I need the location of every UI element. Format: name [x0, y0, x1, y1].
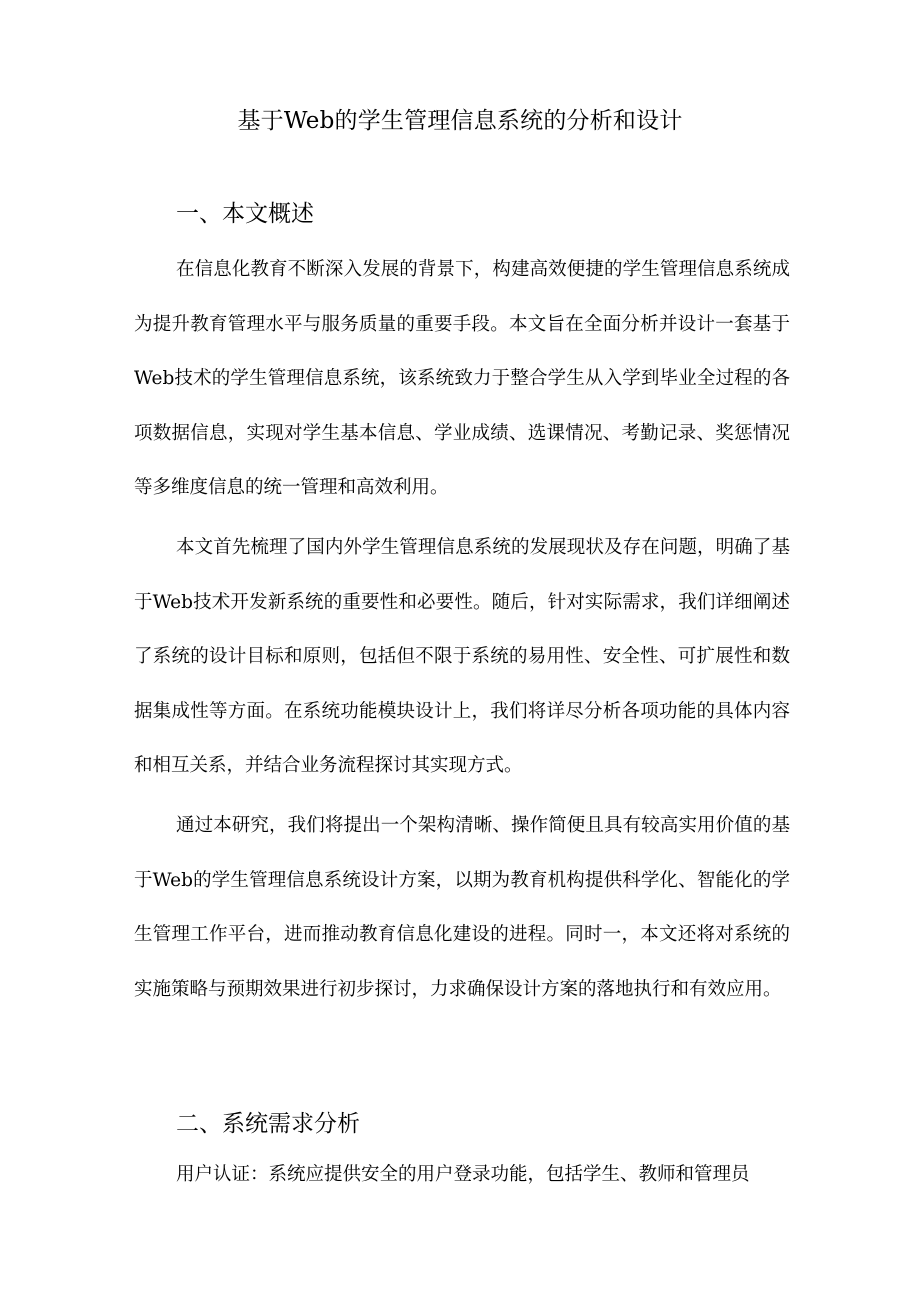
document-title: 基于Web的学生管理信息系统的分析和设计 — [237, 108, 683, 134]
paragraph-requirements-1: 用户认证：系统应提供安全的用户登录功能，包括学生、教师和管理员 — [176, 1164, 750, 1185]
section-heading-overview: 一、本文概述 — [176, 201, 314, 227]
paragraph-overview-2: 本文首先梳理了国内外学生管理信息系统的发展现状及存在问题，明确了基于Web技术开发新系统的重要性和必要性。随后，针对实际需求，我们详细阐述了系统的设计目标和原则，包括但不限于系统的易用性、安全性、可扩展性和数据集成性等方面。在系统功能模块设计上，我们将详尽分析各项功能的具体内容和相互关系，并结合业务流程探讨其实现方式。 — [134, 537, 790, 776]
paragraph-overview-3: 通过本研究，我们将提出一个架构清晰、操作简便且具有较高实用价值的基于Web的学生管理信息系统设计方案，以期为教育机构提供科学化、智能化的学生管理工作平台，进而推动教育信息化建设的进程。同时一，本文还将对系统的实施策略与预期效果进行初步探讨，力求确保设计方案的落地执行和有效应用。 — [134, 815, 790, 1000]
paragraph-overview-1: 在信息化教育不断深入发展的背景下，构建高效便捷的学生管理信息系统成为提升教育管理水平与服务质量的重要手段。本文旨在全面分析并设计一套基于Web技术的学生管理信息系统，该系统致力于整合学生从入学到毕业全过程的各项数据信息，实现对学生基本信息、学业成绩、选课情况、考勤记录、奖惩情况等多维度信息的统一管理和高效利用。 — [134, 259, 790, 498]
section-heading-requirements: 二、系统需求分析 — [176, 1111, 360, 1137]
